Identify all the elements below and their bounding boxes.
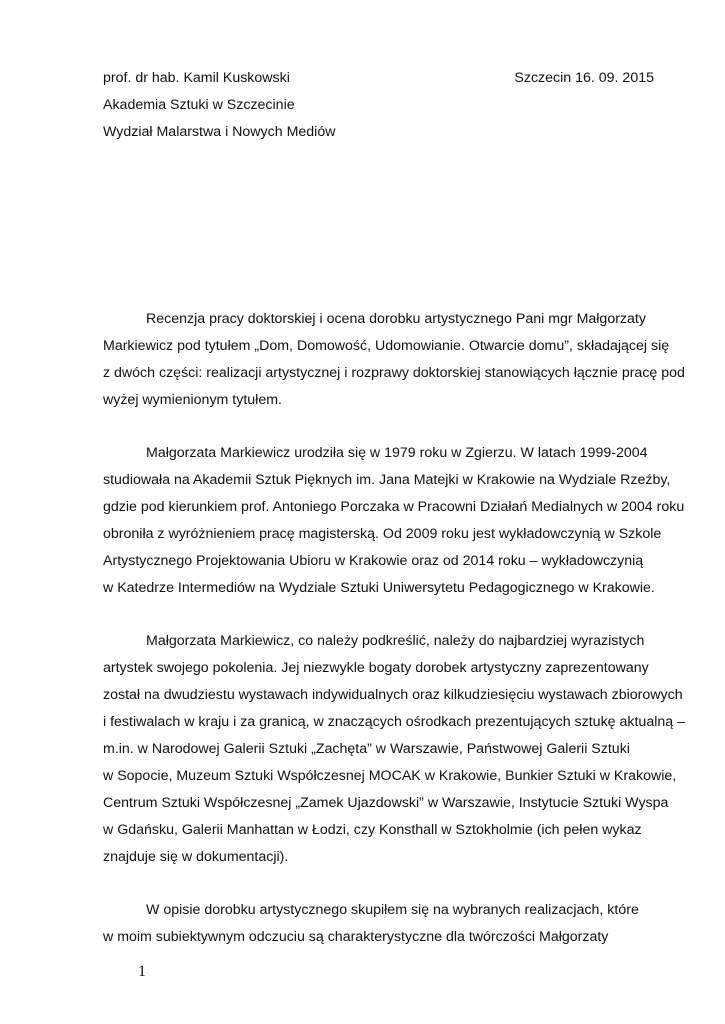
paragraph-line: gdzie pod kierunkiem prof. Antoniego Porczaka w Pracowni Działań Medialnych w 2004 roku bbox=[103, 499, 685, 515]
paragraph-line: artystek swojego pokolenia. Jej niezwykle bogaty dorobek artystyczny zaprezentowany bbox=[103, 660, 649, 676]
paragraph-line: m.in. w Narodowej Galerii Sztuki „Zachęta” w Warszawie, Państwowej Galerii Sztuki bbox=[103, 741, 630, 757]
paragraph-line: obroniła z wyróżnieniem pracę magisterską. Od 2009 roku jest wykładowczynią w Szkole bbox=[103, 526, 662, 542]
institution-line: Akademia Sztuki w Szczecinie bbox=[103, 97, 295, 113]
paragraph-line: z dwóch części: realizacji artystycznej i rozprawy doktorskiej stanowiących łącznie pracę pod bbox=[103, 365, 685, 381]
paragraph-line: Małgorzata Markiewicz urodziła się w 1979 roku w Zgierzu. W latach 1999-2004 bbox=[146, 445, 648, 461]
paragraph-line: wyżej wymienionym tytułem. bbox=[103, 392, 282, 408]
department-line: Wydział Malarstwa i Nowych Mediów bbox=[103, 124, 336, 140]
paragraph-line: Małgorzata Markiewicz, co należy podkreślić, należy do najbardziej wyrazistych bbox=[146, 633, 645, 649]
paragraph-line: w Katedrze Intermediów na Wydziale Sztuki Uniwersytetu Pedagogicznego w Krakowie. bbox=[103, 580, 655, 596]
paragraph-line: w Gdańsku, Galerii Manhattan w Łodzi, czy Konsthall w Sztokholmie (ich pełen wykaz bbox=[103, 822, 642, 838]
paragraph-line: W opisie dorobku artystycznego skupiłem się na wybranych realizacjach, które bbox=[146, 902, 639, 918]
paragraph-line: został na dwudziestu wystawach indywidualnych oraz kilkudziesięciu wystawach zbiorowych bbox=[103, 687, 683, 703]
paragraph-line: Artystycznego Projektowania Ubioru w Krakowie oraz od 2014 roku – wykładowczynią bbox=[103, 553, 644, 569]
paragraph-line: Recenzja pracy doktorskiej i ocena dorobku artystycznego Pani mgr Małgorzaty bbox=[146, 311, 646, 327]
paragraph-line: i festiwalach w kraju i za granicą, w znaczących ośrodkach prezentujących sztukę aktualną – bbox=[103, 714, 685, 730]
paragraph-line: Centrum Sztuki Współczesnej „Zamek Ujazdowski” w Warszawie, Instytucie Sztuki Wyspa bbox=[103, 795, 669, 811]
paragraph-line: Markiewicz pod tytułem „Dom, Domowość, Udomowianie. Otwarcie domu”, składającej się bbox=[103, 338, 670, 354]
paragraph-line: w Sopocie, Muzeum Sztuki Współczesnej MOCAK w Krakowie, Bunkier Sztuki w Krakowie, bbox=[103, 768, 677, 784]
place-date: Szczecin 16. 09. 2015 bbox=[514, 70, 654, 86]
paragraph-line: znajduje się w dokumentacji). bbox=[103, 849, 289, 865]
author-line: prof. dr hab. Kamil Kuskowski bbox=[103, 70, 290, 86]
paragraph-line: w moim subiektywnym odczuciu są charakterystyczne dla twórczości Małgorzaty bbox=[103, 929, 609, 945]
page-number: 1 bbox=[138, 963, 146, 980]
paragraph-line: studiowała na Akademii Sztuk Pięknych im. Jana Matejki w Krakowie na Wydziale Rzeźby, bbox=[103, 472, 671, 488]
